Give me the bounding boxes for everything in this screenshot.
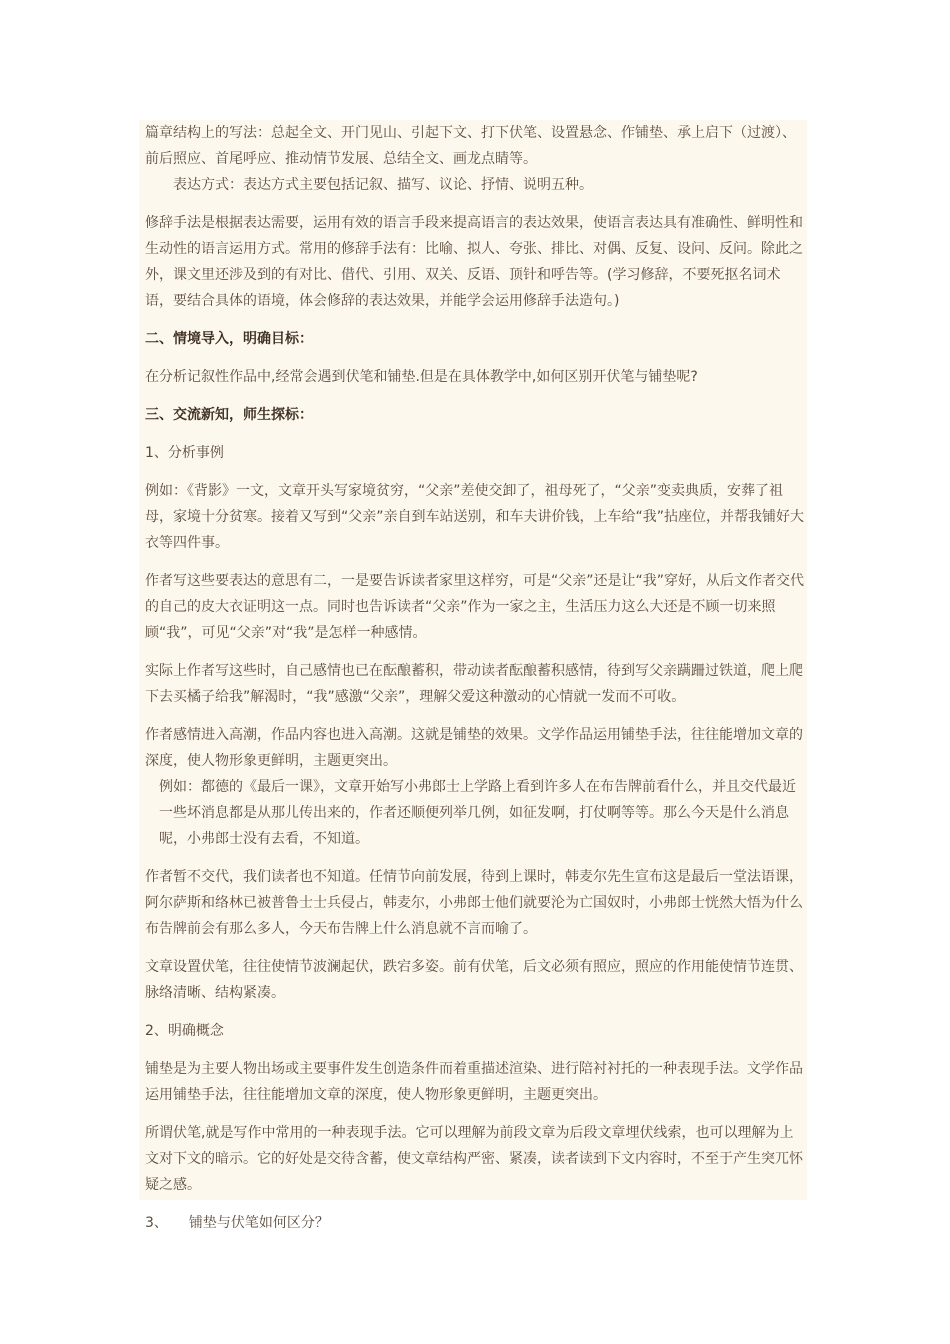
subheading-analyze-examples: 1、分析事例 [145,445,224,461]
paragraph-climax-effect: 作者感情进入高潮，作品内容也进入高潮。这就是铺垫的效果。文学作品运用铺垫手法，往往能增加文章的深度，使人物形象更鲜明，主题更突出。 [145,727,803,769]
paragraph-fubi-definition: 所谓伏笔,就是写作中常用的一种表现手法。它可以理解为前段文章为后段文章埋伏线索，也可以理解为上文对下文的暗示。它的好处是交待含蓄，使文章结构严密、紧凑，读者读到下文内容时，不至于产生突兀怀疑之感。 [145,1125,803,1193]
subheading-define-concepts: 2、明确概念 [145,1023,224,1039]
paragraph-structure-methods: 篇章结构上的写法：总起全文、开门见山、引起下文、打下伏笔、设置悬念、作铺垫、承上启下（过渡）、前后照应、首尾呼应、推动情节发展、总结全文、画龙点睛等。 [145,125,796,167]
document-page [139,120,807,1231]
paragraph-rhetoric: 修辞手法是根据表达需要，运用有效的语言手段来提高语言的表达效果，使语言表达具有准确性、鲜明性和生动性的语言运用方式。常用的修辞手法有：比喻、拟人、夸张、排比、对偶、反复、设问、反问。除此之外，课文里还涉及到的有对比、借代、引用、双关、反语、顶针和呼告等。(学习修辞，不要死抠名词术语，要结合具体的语境，体会修辞的表达效果，并能学会运用修辞手法造句。) [145,215,803,309]
paragraph-example-last-lesson: 例如：都德的《最后一课》，文章开始写小弗郎士上学路上看到许多人在布告牌前看什么，并且交代最近一些坏消息都是从那儿传出来的，作者还顺便列举几例，如征发啊，打仗啊等等。那么今天是什么消息呢，小弗郎士没有去看，不知道。 [159,779,796,847]
heading-section-2: 二、情境导入，明确目标： [145,331,313,347]
paragraph-foreshadow-effect: 文章设置伏笔，往往使情节波澜起伏，跌宕多姿。前有伏笔，后文必须有照应，照应的作用能使情节连贯、脉络清晰、结构紧凑。 [145,959,803,1001]
paragraph-expression-modes: 表达方式：表达方式主要包括记叙、描写、议论、抒情、说明五种。 [173,177,593,193]
paragraph-pudian-definition: 铺垫是为主要人物出场或主要事件发生创造条件而着重描述渲染、进行陪衬衬托的一种表现手法。文学作品运用铺垫手法，往往能增加文章的深度，使人物形象更鲜明，主题更突出。 [145,1061,803,1103]
heading-section-3: 三、交流新知，师生探标： [145,407,313,423]
paragraph-author-meaning: 作者写这些要表达的意思有二，一是要告诉读者家里这样穷，可是“父亲”还是让“我”穿好，从后文作者交代的自己的皮大衣证明这一点。同时也告诉读者“父亲”作为一家之主，生活压力这么大还是不顾一切来照顾“我”，可见“父亲”对“我”是怎样一种感情。 [145,573,805,641]
document-body [145,120,807,1236]
paragraph-emotion-building: 实际上作者写这些时，自己感情也已在酝酿蓄积，带动读者酝酿蓄积感情，待到写父亲蹒跚过铁道，爬上爬下去买橘子给我”解渴时，“我”感激“父亲”，理解父爱这种激动的心情就一发而不可收。 [145,663,803,705]
paragraph-example-beiying: 例如：《背影》一文，文章开头写家境贫穷，“父亲”差使交卸了，祖母死了，“父亲”变卖典质，安葬了祖母，家境十分贫寒。接着又写到“父亲”亲自到车站送别，和车夫讲价钱，上车给“我”拈座位，并帮我铺好大衣等四件事。 [145,483,805,551]
paragraph-suspense: 作者暂不交代，我们读者也不知道。任情节向前发展，待到上课时，韩麦尔先生宣布这是最后一堂法语课，阿尔萨斯和络林已被普鲁士士兵侵占，韩麦尔，小弗郎士他们就要沦为亡国奴时，小弗郎士恍然大悟为什么布告牌前会有那么多人，今天布告牌上什么消息就不言而喻了。 [145,869,803,937]
subheading-distinguish: 3、 铺垫与伏笔如何区分？ [145,1215,329,1231]
paragraph-intro-question: 在分析记叙性作品中,经常会遇到伏笔和铺垫.但是在具体教学中,如何区别开伏笔与铺垫呢? [145,369,698,385]
